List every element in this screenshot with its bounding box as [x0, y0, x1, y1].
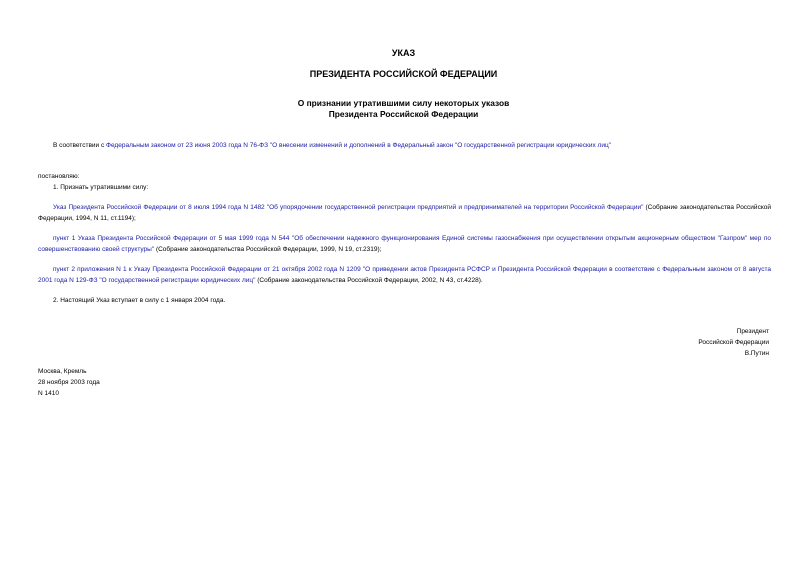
footer-date: 28 ноября 2003 года	[38, 379, 100, 386]
resolve-text: постановляю:	[38, 173, 80, 180]
decree-item-3	[38, 265, 771, 286]
decree-source-3: (Собрание законодательства Российской Федерации, 2002, N 43, ст.4228).	[255, 276, 483, 284]
decree-link-1[interactable]: Указ Президента Российской Федерации от 8 июля 1994 года N 1482 "Об упорядочении государственной регистрации предприятий и предпринимателей на территории Российской Федерации"	[53, 204, 644, 211]
signature-country: Российской Федерации	[698, 339, 769, 346]
document-subject-line2: Президента Российской Федерации	[328, 109, 479, 119]
footer-place: Москва, Кремль	[38, 368, 87, 375]
signature-block	[560, 326, 769, 359]
footer-block	[38, 366, 100, 399]
preamble-law-link[interactable]: Федеральным законом от 23 июня 2003 года N 76-ФЗ "О внесении изменений и дополнений в Федеральный закон "О государственной регистрации юридических лиц"	[106, 142, 611, 149]
preamble-paragraph	[53, 141, 773, 152]
footer-number: N 1410	[38, 390, 59, 397]
document-subject-line1: О признании утратившими силу некоторых указов	[297, 98, 510, 108]
document-issuer: ПРЕЗИДЕНТА РОССИЙСКОЙ ФЕДЕРАЦИИ	[309, 69, 498, 79]
signature-title: Президент	[736, 328, 769, 335]
decree-link-3[interactable]: пункт 2 приложения N 1 к Указу Президента Российской Федерации от 21 октября 2002 года N 1209 "О приведении актов Президента РСФСР и Президента Российской Федерации в соответствие с Федеральным законом от 8 августа 2001 года N 129-ФЗ "О государственной регистрации юридических лиц"	[38, 266, 771, 284]
decree-link-2[interactable]: пункт 1 Указа Президента Российской Федерации от 5 мая 1999 года N 544 "Об обеспечении надежного функционирования Единой системы газоснабжения при осуществлении открытым акционерным обществом "Газпром" мер по совершенствованию своей структуры"	[38, 235, 771, 253]
decree-source-2: (Собрание законодательства Российской Федерации, 1999, N 19, ст.2319);	[154, 245, 382, 253]
item1-text: 1. Признать утратившими силу:	[53, 184, 149, 191]
document-title: УКАЗ	[391, 48, 416, 58]
decree-item-1	[38, 203, 771, 224]
item2-text: 2. Настоящий Указ вступает в силу с 1 января 2004 года.	[53, 297, 226, 304]
decree-item-2	[38, 234, 771, 255]
signature-name: В.Путин	[744, 350, 769, 357]
decree-source-1: (Собрание законодательства Российской Федерации, 1994, N 11, ст.1194);	[38, 204, 771, 222]
preamble-prefix: В соответствии с	[53, 142, 107, 149]
